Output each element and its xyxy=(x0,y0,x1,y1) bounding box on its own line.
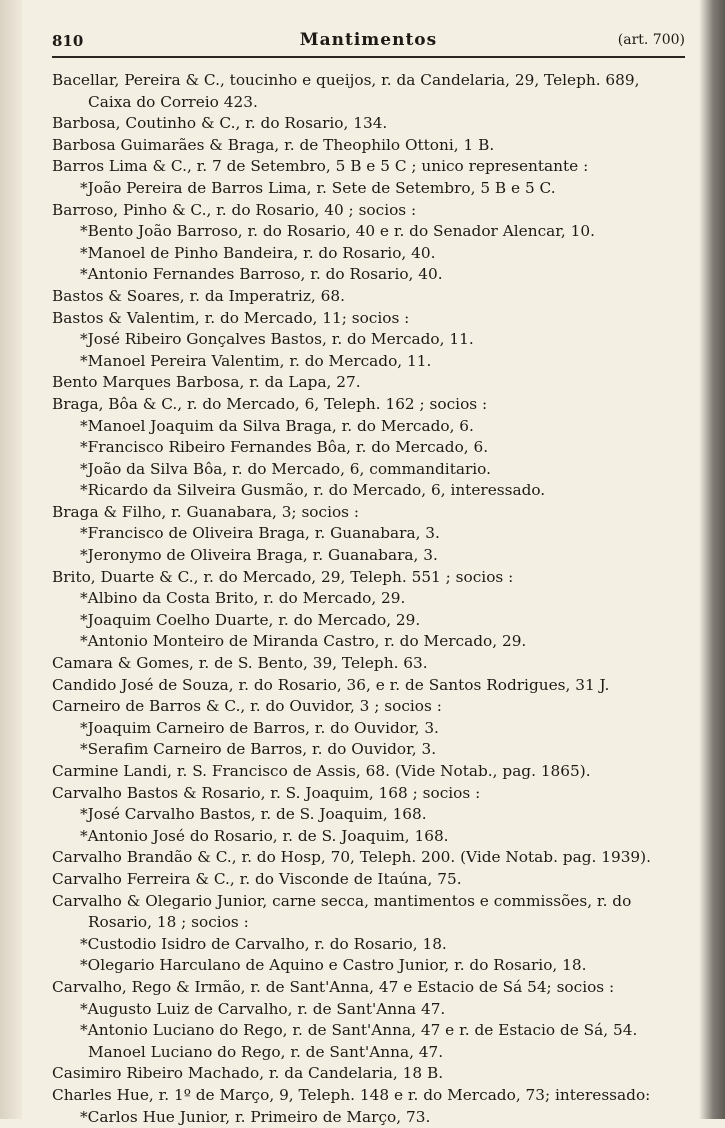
firm-entry: Carneiro de Barros & C., r. do Ouvidor, 3 ; socios : xyxy=(52,696,687,718)
partner-line: *Antonio José do Rosario, r. de S. Joaquim, 168. xyxy=(52,826,687,848)
firm-entry: Camara & Gomes, r. de S. Bento, 39, Teleph. 63. xyxy=(52,653,687,675)
firm-entry: Barbosa Guimarães & Braga, r. de Theophilo Ottoni, 1 B. xyxy=(52,135,687,157)
firm-entry: Barbosa, Coutinho & C., r. do Rosario, 134. xyxy=(52,113,687,135)
firm-entry: Carvalho & Olegario Junior, carne secca, mantimentos e commissões, r. do xyxy=(52,891,687,913)
partner-line: *Francisco Ribeiro Fernandes Bôa, r. do Mercado, 6. xyxy=(52,437,687,459)
partner-line: *Manoel de Pinho Bandeira, r. do Rosario, 40. xyxy=(52,243,687,265)
partner-line: *Albino da Costa Brito, r. do Mercado, 29. xyxy=(52,588,687,610)
partner-line: *Olegario Harculano de Aquino e Castro Junior, r. do Rosario, 18. xyxy=(52,955,687,977)
partner-line: *Custodio Isidro de Carvalho, r. do Rosario, 18. xyxy=(52,934,687,956)
firm-entry: Bacellar, Pereira & C., toucinho e queijos, r. da Candelaria, 29, Teleph. 689, xyxy=(52,70,687,92)
partner-line: *José Ribeiro Gonçalves Bastos, r. do Mercado, 11. xyxy=(52,329,687,351)
directory-entries xyxy=(52,70,687,1128)
running-title: Mantimentos xyxy=(52,30,685,50)
firm-entry: Bento Marques Barbosa, r. da Lapa, 27. xyxy=(52,372,687,394)
partner-line: *Manoel Pereira Valentim, r. do Mercado, 11. xyxy=(52,351,687,373)
firm-entry: Braga & Filho, r. Guanabara, 3; socios : xyxy=(52,502,687,524)
firm-entry: Charles Hue, r. 1º de Março, 9, Teleph. 148 e r. do Mercado, 73; interessado: xyxy=(52,1085,687,1107)
partner-line: *Antonio Luciano do Rego, r. de Sant'Anna, 47 e r. de Estacio de Sá, 54. xyxy=(52,1020,687,1042)
firm-entry: Braga, Bôa & C., r. do Mercado, 6, Teleph. 162 ; socios : xyxy=(52,394,687,416)
partner-line: *Antonio Fernandes Barroso, r. do Rosario, 40. xyxy=(52,264,687,286)
partner-line: *Joaquim Coelho Duarte, r. do Mercado, 29. xyxy=(52,610,687,632)
partner-line: *Antonio Monteiro de Miranda Castro, r. do Mercado, 29. xyxy=(52,631,687,653)
partner-line: *Augusto Luiz de Carvalho, r. de Sant'Anna 47. xyxy=(52,999,687,1021)
firm-entry: Candido José de Souza, r. do Rosario, 36, e r. de Santos Rodrigues, 31 J. xyxy=(52,675,687,697)
firm-entry: Carvalho, Rego & Irmão, r. de Sant'Anna, 47 e Estacio de Sá 54; socios : xyxy=(52,977,687,999)
firm-entry: Barroso, Pinho & C., r. do Rosario, 40 ; socios : xyxy=(52,200,687,222)
continuation-line: Caixa do Correio 423. xyxy=(52,92,687,114)
firm-entry: Carvalho Ferreira & C., r. do Visconde de Itaúna, 75. xyxy=(52,869,687,891)
firm-entry: Brito, Duarte & C., r. do Mercado, 29, Teleph. 551 ; socios : xyxy=(52,567,687,589)
firm-entry: Bastos & Soares, r. da Imperatriz, 68. xyxy=(52,286,687,308)
firm-entry: Carvalho Bastos & Rosario, r. S. Joaquim, 168 ; socios : xyxy=(52,783,687,805)
page-binding-shadow xyxy=(699,0,725,1119)
partner-line: *João Pereira de Barros Lima, r. Sete de Setembro, 5 B e 5 C. xyxy=(52,178,687,200)
firm-entry: Barros Lima & C., r. 7 de Setembro, 5 B e 5 C ; unico representante : xyxy=(52,156,687,178)
partner-line: *Jeronymo de Oliveira Braga, r. Guanabara, 3. xyxy=(52,545,687,567)
page-left-edge xyxy=(0,0,22,1119)
partner-line: *José Carvalho Bastos, r. de S. Joaquim, 168. xyxy=(52,804,687,826)
partner-line: *Serafim Carneiro de Barros, r. do Ouvidor, 3. xyxy=(52,739,687,761)
partner-line: *João da Silva Bôa, r. do Mercado, 6, commanditario. xyxy=(52,459,687,481)
partner-line: *Bento João Barroso, r. do Rosario, 40 e r. do Senador Alencar, 10. xyxy=(52,221,687,243)
continuation-line: Rosario, 18 ; socios : xyxy=(52,912,687,934)
section-reference: (art. 700) xyxy=(618,32,685,48)
partner-line: *Carlos Hue Junior, r. Primeiro de Março, 73. xyxy=(52,1107,687,1128)
firm-entry: Carvalho Brandão & C., r. do Hosp, 70, Teleph. 200. (Vide Notab. pag. 1939). xyxy=(52,847,687,869)
partner-line: *Ricardo da Silveira Gusmão, r. do Mercado, 6, interessado. xyxy=(52,480,687,502)
firm-entry: Bastos & Valentim, r. do Mercado, 11; socios : xyxy=(52,308,687,330)
continuation-line: Manoel Luciano do Rego, r. de Sant'Anna, 47. xyxy=(52,1042,687,1064)
partner-line: *Joaquim Carneiro de Barros, r. do Ouvidor, 3. xyxy=(52,718,687,740)
page-number: 810 xyxy=(52,32,83,50)
partner-line: *Manoel Joaquim da Silva Braga, r. do Mercado, 6. xyxy=(52,416,687,438)
firm-entry: Casimiro Ribeiro Machado, r. da Candelaria, 18 B. xyxy=(52,1063,687,1085)
firm-entry: Carmine Landi, r. S. Francisco de Assis, 68. (Vide Notab., pag. 1865). xyxy=(52,761,687,783)
partner-line: *Francisco de Oliveira Braga, r. Guanabara, 3. xyxy=(52,523,687,545)
running-header xyxy=(52,30,685,58)
